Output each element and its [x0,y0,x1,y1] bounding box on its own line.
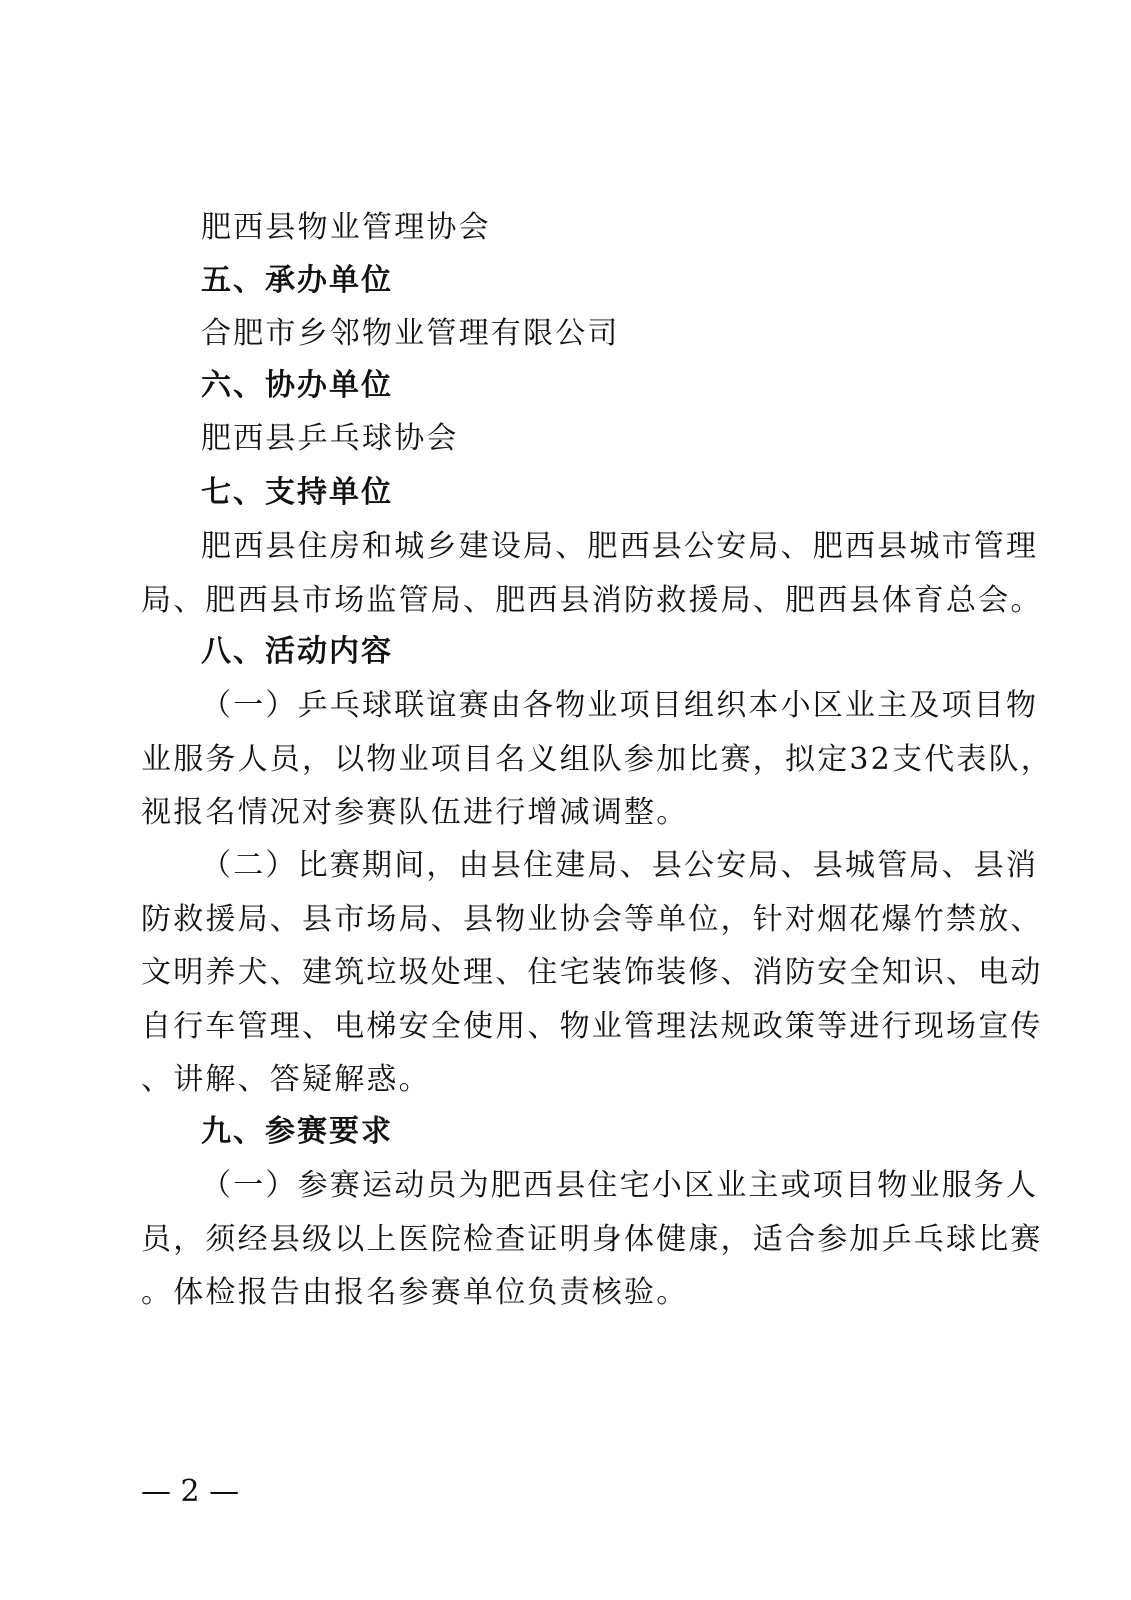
requirements-para1-line: （一）参赛运动员为肥西县住宅小区业主或项目物业服务人 [201,1168,1039,1203]
section-heading-supporters: 七、支持单位 [201,475,393,510]
section-heading-host: 五、承办单位 [201,263,393,298]
requirements-para1-line: 。体检报告由报名参赛单位负责核验。 [141,1275,689,1310]
section-heading-activities: 八、活动内容 [201,634,393,669]
activities-para2-line: 、讲解、答疑解惑。 [141,1062,431,1097]
page-number: — 2 — [141,1474,240,1509]
section-heading-requirements: 九、参赛要求 [201,1114,393,1149]
activities-para1-line: 视报名情况对参赛队伍进行增减调整。 [141,795,689,830]
activities-para2-line: 自行车管理、电梯安全使用、物业管理法规政策等进行现场宣传 [141,1009,1043,1044]
activities-para1-line: （一）乒乓球联谊赛由各物业项目组织本小区业主及项目物 [201,688,1039,723]
section-heading-co-organizer: 六、协办单位 [201,368,393,403]
activities-para1-line: 业服务人员，以物业项目名义组队参加比赛，拟定32支代表队， [141,742,1053,777]
organizer-text: 肥西县物业管理协会 [201,210,491,245]
activities-para2-line: 文明养犬、建筑垃圾处理、住宅装饰装修、消防安全知识、电动 [141,955,1043,990]
host-text: 合肥市乡邻物业管理有限公司 [201,316,620,351]
supporters-line: 肥西县住房和城乡建设局、肥西县公安局、肥西县城市管理 [201,529,1039,564]
co-organizer-text: 肥西县乒乓球协会 [201,421,459,456]
activities-para2-line: 防救援局、县市场局、县物业协会等单位，针对烟花爆竹禁放、 [141,902,1043,937]
requirements-para1-line: 员，须经县级以上医院检查证明身体健康，适合参加乒乓球比赛 [141,1222,1043,1257]
supporters-line: 局、肥西县市场监管局、肥西县消防救援局、肥西县体育总会。 [141,583,1043,618]
activities-para2-line: （二）比赛期间，由县住建局、县公安局、县城管局、县消 [201,848,1039,883]
